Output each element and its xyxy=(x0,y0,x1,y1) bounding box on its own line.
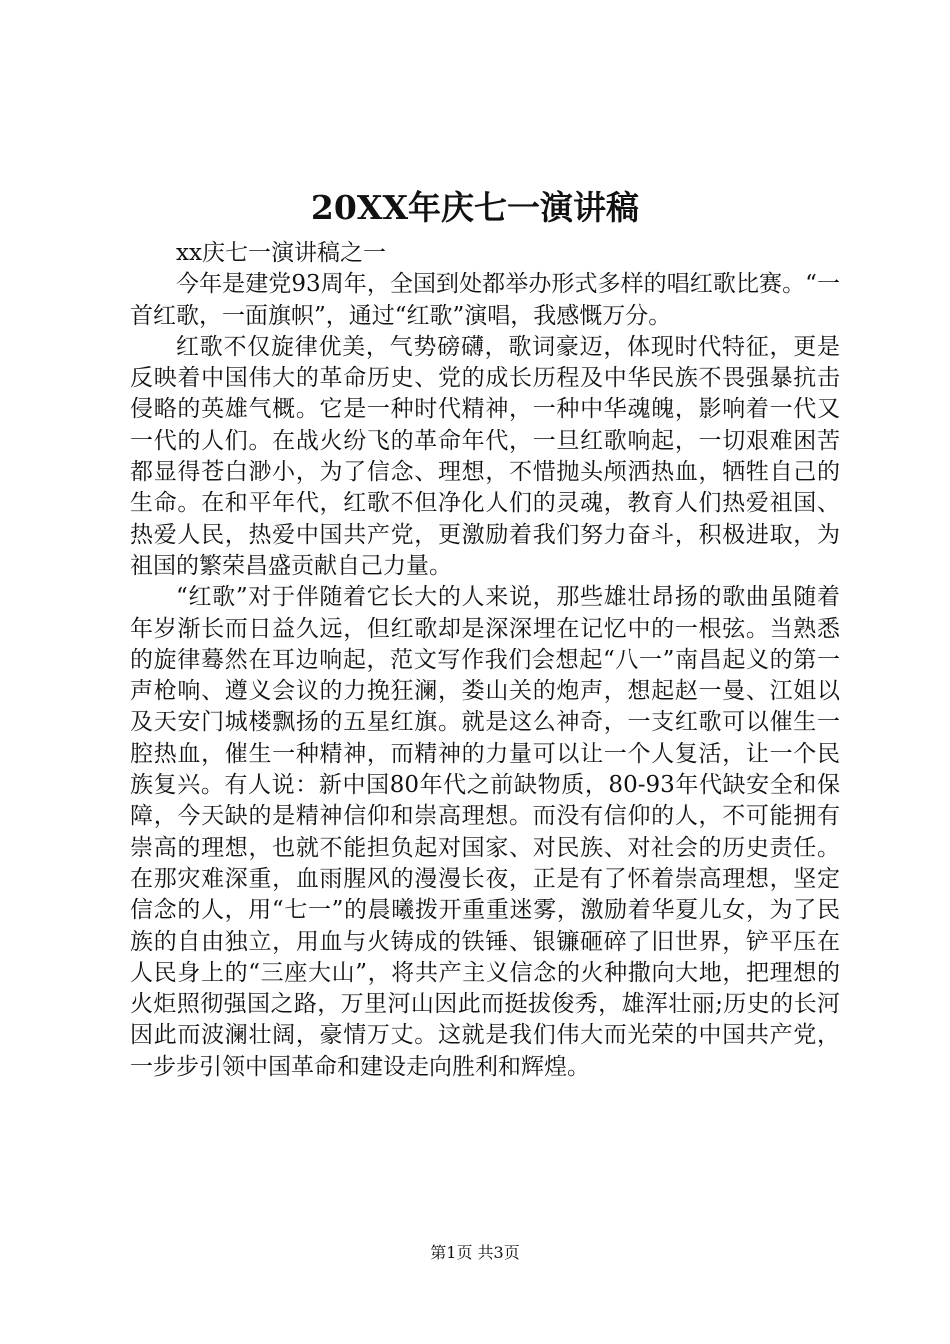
page-number-footer: 第1页 共3页 xyxy=(430,1243,520,1262)
paragraph-3: “红歌”对于伴随着它长大的人来说，那些雄壮昂扬的歌曲虽随着年岁渐长而日益久远，但红歌却是深深埋在记忆中的一根弦。当熟悉的旋律蓦然在耳边响起，范文写作我们会想起“八一”南昌起义的第一声枪响、遵义会议的力挽狂澜，娄山关的炮声，想起赵一曼、江姐以及天安门城楼飘扬的五星红旗。就是这么神奇，一支红歌可以催生一腔热血，催生一种精神，而精神的力量可以让一个人复活，让一个民族复兴。有人说：新中国80年代之前缺物质，80-93年代缺安全和保障，今天缺的是精神信仰和崇高理想。而没有信仰的人，不可能拥有崇高的理想，也就不能担负起对国家、对民族、对社会的历史责任。在那灾难深重，血雨腥风的漫漫长夜，正是有了怀着崇高理想，坚定信念的人，用“七一”的晨曦拨开重重迷雾，激励着华夏儿女，为了民族的自由独立，用血与火铸成的铁锤、银镰砸碎了旧世界，铲平压在人民身上的“三座大山”，将共产主义信念的火种撒向大地，把理想的火炬照彻强国之路，万里河山因此而挺拔俊秀，雄浑壮丽;历史的长河因此而波澜壮阔，豪情万丈。这就是我们伟大而光荣的中国共产党，一步步引领中国革命和建设走向胜利和辉煌。 xyxy=(130,584,840,1080)
document-body xyxy=(130,238,840,1083)
paragraph-1: 今年是建党93周年，全国到处都举办形式多样的唱红歌比赛。“一首红歌，一面旗帜”，通过“红歌”演唱，我感慨万分。 xyxy=(130,271,840,329)
section-subheading: xx庆七一演讲稿之一 xyxy=(176,240,386,266)
document-title: 20XX年庆七一演讲稿 xyxy=(310,188,640,227)
paragraph-2: 红歌不仅旋律优美，气势磅礴，歌词豪迈，体现时代特征，更是反映着中国伟大的革命历史、党的成长历程及中华民族不畏强暴抗击侵略的英雄气概。它是一种时代精神，一种中华魂魄，影响着一代又一代的人们。在战火纷飞的革命年代，一旦红歌响起，一切艰难困苦都显得苍白渺小，为了信念、理想，不惜抛头颅洒热血，牺牲自己的生命。在和平年代，红歌不但净化人们的灵魂，教育人们热爱祖国、热爱人民，热爱中国共产党，更激励着我们努力奋斗，积极进取，为祖国的繁荣昌盛贡献自己力量。 xyxy=(130,333,840,579)
